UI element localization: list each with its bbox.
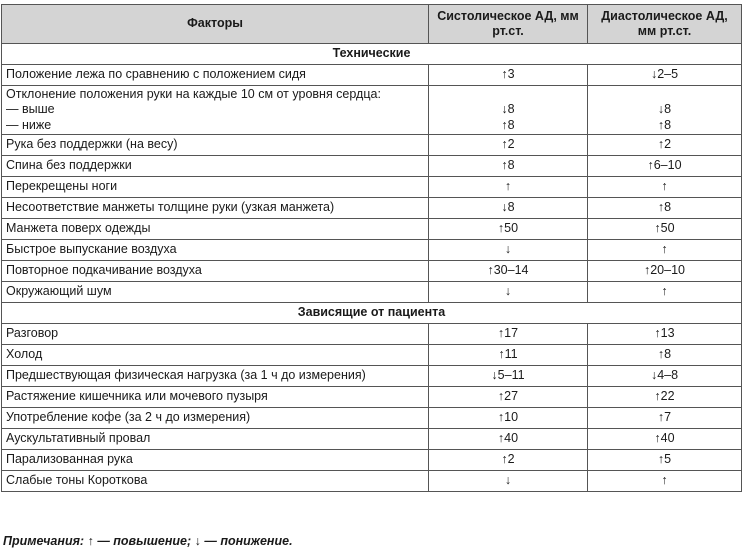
table-row [2, 408, 742, 429]
systolic-cell: ↑8 [429, 156, 588, 177]
table-row [2, 387, 742, 408]
diastolic-cell: ↑6–10 [588, 156, 742, 177]
systolic-cell: ↑2 [429, 450, 588, 471]
factor-line: — ниже [6, 117, 52, 132]
table-row [2, 177, 742, 198]
table-row [2, 261, 742, 282]
diastolic-cell: ↑ [588, 471, 742, 492]
factor-line: Отклонение положения руки на каждые 10 см от уровня сердца: [6, 86, 381, 101]
diastolic-cell: ↑20–10 [588, 261, 742, 282]
section-title: Зависящие от пациента [2, 303, 742, 324]
table-row [2, 198, 742, 219]
factor-cell: Рука без поддержки (на весу) [2, 135, 429, 156]
factor-line: — выше [6, 102, 55, 117]
factor-cell: Манжета поверх одежды [2, 219, 429, 240]
diastolic-cell: ↑ [588, 282, 742, 303]
systolic-cell: ↑30–14 [429, 261, 588, 282]
factor-cell: Перекрещены ноги [2, 177, 429, 198]
diastolic-cell [588, 86, 742, 135]
table-row [2, 450, 742, 471]
table-row [2, 65, 742, 86]
systolic-cell: ↑ [429, 177, 588, 198]
factor-cell: Парализованная рука [2, 450, 429, 471]
table-row [2, 366, 742, 387]
value-line: ↓8 [657, 102, 672, 116]
factor-cell: Употребление кофе (за 2 ч до измерения) [2, 408, 429, 429]
section-row-technical [2, 44, 742, 65]
note-label: Примечания: [3, 534, 85, 548]
factor-cell: Растяжение кишечника или мочевого пузыря [2, 387, 429, 408]
systolic-cell: ↓ [429, 240, 588, 261]
table-row [2, 345, 742, 366]
value-line: ↓8 [501, 102, 515, 116]
systolic-cell: ↓ [429, 471, 588, 492]
diastolic-cell: ↓2–5 [588, 65, 742, 86]
table-note [3, 534, 293, 548]
diastolic-cell: ↓4–8 [588, 366, 742, 387]
factor-cell: Повторное подкачивание воздуха [2, 261, 429, 282]
table-row [2, 282, 742, 303]
diastolic-cell: ↑5 [588, 450, 742, 471]
value-line: ↑8 [501, 117, 515, 132]
factor-cell: Холод [2, 345, 429, 366]
diastolic-cell: ↑7 [588, 408, 742, 429]
factor-cell: Слабые тоны Короткова [2, 471, 429, 492]
factor-cell: Разговор [2, 324, 429, 345]
systolic-cell [429, 86, 588, 135]
section-row-patient [2, 303, 742, 324]
diastolic-cell: ↑2 [588, 135, 742, 156]
factor-cell: Окружающий шум [2, 282, 429, 303]
systolic-cell: ↑27 [429, 387, 588, 408]
systolic-cell: ↓8 [429, 198, 588, 219]
systolic-cell: ↑2 [429, 135, 588, 156]
table-row [2, 324, 742, 345]
factor-cell: Предшествующая физическая нагрузка (за 1 ч до измерения) [2, 366, 429, 387]
header-factors: Факторы [2, 5, 429, 44]
factors-table [1, 4, 742, 492]
factor-cell: Аускультативный провал [2, 429, 429, 450]
diastolic-cell: ↑ [588, 240, 742, 261]
diastolic-cell: ↑13 [588, 324, 742, 345]
diastolic-cell: ↑ [588, 177, 742, 198]
table-row [2, 135, 742, 156]
table-row [2, 86, 742, 135]
header-diastolic: Диастолическое АД, мм рт.ст. [588, 5, 742, 44]
systolic-cell: ↑40 [429, 429, 588, 450]
systolic-cell: ↓5–11 [429, 366, 588, 387]
header-systolic: Систолическое АД, мм рт.ст. [429, 5, 588, 44]
table-row [2, 240, 742, 261]
table-row [2, 156, 742, 177]
factor-cell: Быстрое выпускание воздуха [2, 240, 429, 261]
diastolic-cell: ↑40 [588, 429, 742, 450]
table-row [2, 429, 742, 450]
note-text: ↑ — повышение; ↓ — понижение. [87, 534, 293, 548]
factor-cell: Положение лежа по сравнению с положением сидя [2, 65, 429, 86]
value-line: ↑8 [657, 117, 672, 132]
systolic-cell: ↑3 [429, 65, 588, 86]
systolic-cell: ↑10 [429, 408, 588, 429]
diastolic-cell: ↑50 [588, 219, 742, 240]
table-row [2, 219, 742, 240]
factor-cell [2, 86, 429, 135]
diastolic-cell: ↑8 [588, 198, 742, 219]
table-header-row [2, 5, 742, 44]
diastolic-cell: ↑22 [588, 387, 742, 408]
systolic-cell: ↑50 [429, 219, 588, 240]
section-title: Технические [2, 44, 742, 65]
systolic-cell: ↑17 [429, 324, 588, 345]
systolic-cell: ↑11 [429, 345, 588, 366]
systolic-cell: ↓ [429, 282, 588, 303]
table-row [2, 471, 742, 492]
factor-cell: Спина без поддержки [2, 156, 429, 177]
diastolic-cell: ↑8 [588, 345, 742, 366]
factor-cell: Несоответствие манжеты толщине руки (узкая манжета) [2, 198, 429, 219]
